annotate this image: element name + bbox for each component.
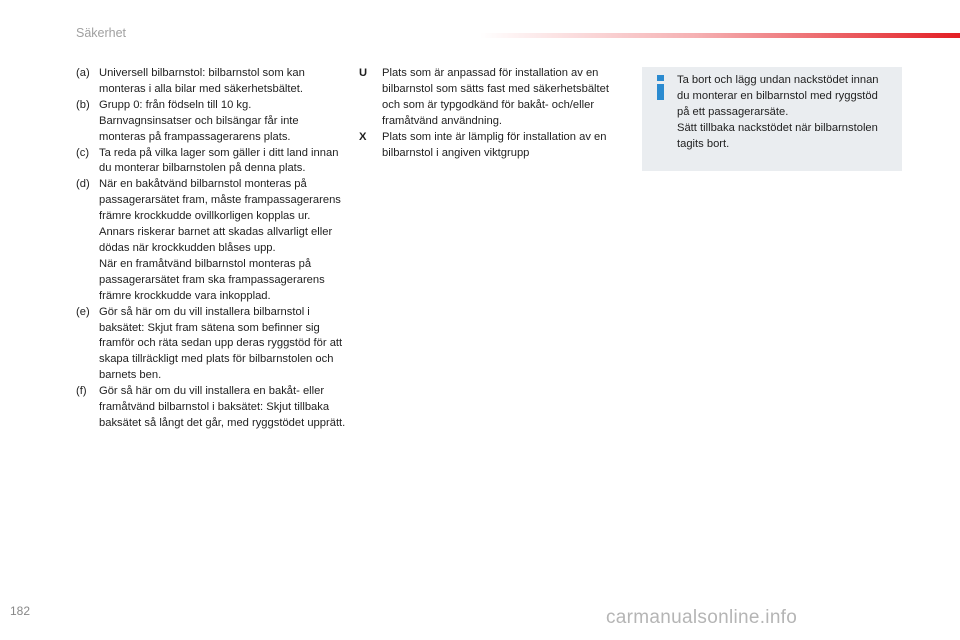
legend-item — [359, 130, 621, 162]
info-text: Ta bort och lägg undan nackstödet innan du monterar en bilbarnstol med ryggstöd på ett passagerarsäte. — [677, 74, 879, 118]
footnote-text: Gör så här om du vill installera bilbarnstol i baksätet: Skjut fram sätena som befinner sig framför och räta sedan upp deras ryggstöd för att skapa tillräckligt med plats för bilbarnstolen och barnets ben. — [99, 305, 343, 382]
footnote-item — [76, 384, 346, 432]
legend-column — [359, 66, 621, 161]
info-text-continued: Sätt tillbaka nackstödet när bilbarnstolen tagits bort. — [677, 121, 878, 150]
footnote-key: (b) — [76, 98, 90, 111]
legend-item — [359, 66, 621, 130]
footnote-key: (a) — [76, 67, 90, 79]
legend-text: Plats som inte är lämplig för installation av en bilbarnstol i angiven viktgrupp — [382, 130, 607, 159]
footnotes-column — [76, 66, 346, 432]
footnote-item — [76, 98, 346, 146]
info-icon-dot — [657, 75, 664, 81]
footnote-key: (d) — [76, 178, 90, 191]
legend-code: X — [359, 130, 367, 143]
footnote-key: (c) — [76, 146, 90, 159]
footnote-text: Ta reda på vilka lager som gäller i ditt land innan du monterar bilbarnstolen på denna plats. — [99, 146, 339, 175]
info-box — [642, 67, 902, 171]
footnote-text: Grupp 0: från födseln till 10 kg. Barnvagnsinsatser och bilsängar får inte monteras på frampassagerarens plats. — [99, 98, 299, 143]
section-title: Säkerhet — [76, 26, 127, 40]
footnote-key: (e) — [76, 305, 90, 318]
footnote-text-continued: När en framåtvänd bilbarnstol monteras på passagerarsätet fram ska frampassagerarens främre krockkudde vara inkopplad. — [99, 257, 325, 302]
footnote-item — [76, 66, 346, 98]
page-number: 182 — [10, 604, 31, 618]
header-accent-line — [480, 33, 960, 38]
footnote-item — [76, 146, 346, 178]
footnote-key: (f) — [76, 385, 87, 398]
footnote-text: Universell bilbarnstol: bilbarnstol som kan monteras i alla bilar med säkerhetsbältet. — [99, 67, 305, 95]
info-icon-bar — [657, 84, 664, 100]
legend-code: U — [359, 67, 368, 79]
footnote-text: Gör så här om du vill installera en bakåt- eller framåtvänd bilbarnstol i baksätet: Skjut tillbaka baksätet så långt det går, med ryggstödet upprätt. — [99, 385, 346, 429]
info-text-block — [677, 73, 892, 153]
footnote-item — [76, 305, 346, 385]
footnote-text: När en bakåtvänd bilbarnstol monteras på passagerarsätet fram, måste frampassagerarens främre krockkudde ovillkorligen kopplas ur. Annars riskerar barnet att skadas allvarligt eller dödas när krockkudden blåses upp. — [99, 178, 341, 254]
legend-text: Plats som är anpassad för installation av en bilbarnstol som sätts fast med säkerhetsbältet och som är typgodkänd för bakåt- och/eller framåtvänd användning. — [382, 67, 609, 127]
info-icon — [657, 75, 665, 101]
footnote-text-block — [99, 177, 346, 304]
watermark: carmanualsonline.info — [606, 607, 798, 628]
footnote-item — [76, 177, 346, 304]
